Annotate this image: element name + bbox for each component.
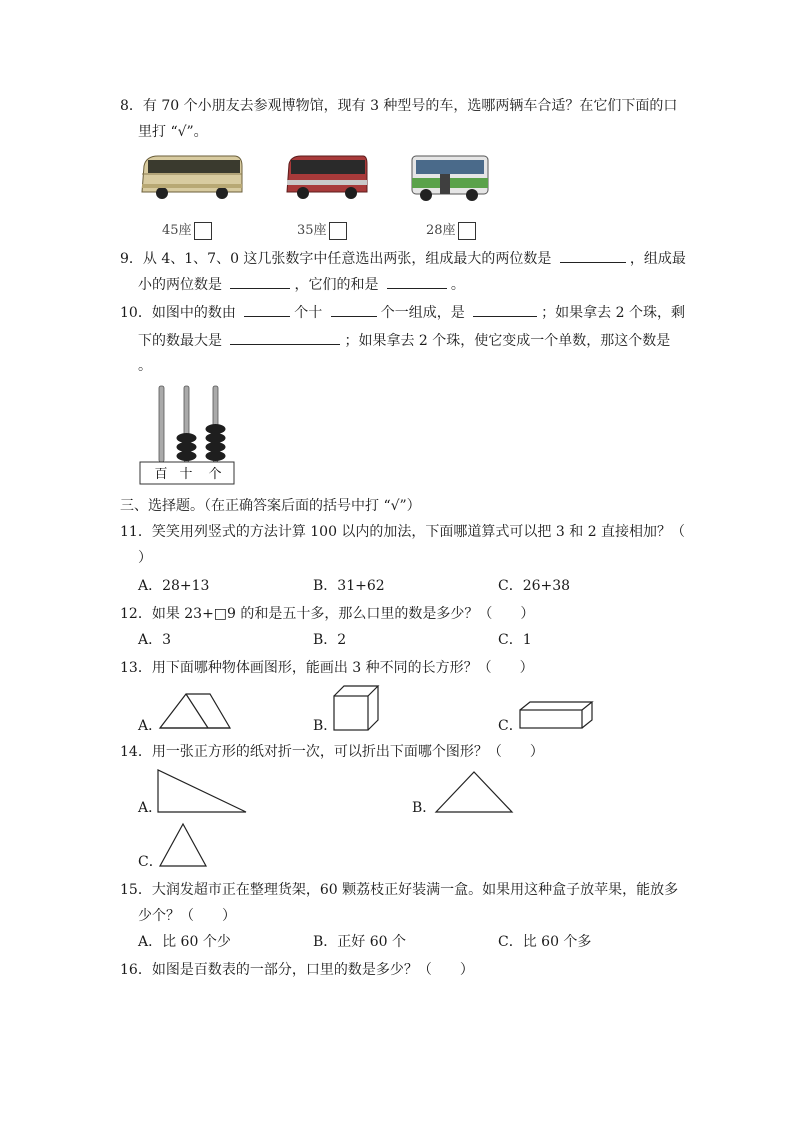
q12-option-b[interactable]: B．2 [313,632,347,648]
abacus-bead-ones [206,424,226,434]
abacus-label-tens: 十 [179,467,193,482]
q15-option-c[interactable]: C．比 60 个多 [498,934,592,950]
q10-text-6: ；如果拿去 2 个珠，使它变成一个单数，那这个数是 [344,333,671,349]
q13-text: 13．用下面哪种物体画图形，能画出 3 种不同的长方形？（ ） [120,660,534,676]
q15-line2: 少个？（ ） [138,908,236,924]
q11-line2: ） [138,550,152,566]
q12-text: 12．如果 23+□9 的和是五十多，那么口里的数是多少？（ ） [120,606,535,622]
q10-line2 [138,330,670,351]
q9-text-2: ，组成最 [629,251,686,267]
q9-line2 [138,274,465,295]
abacus-bead-ones [206,442,226,452]
q8-line2: 里打 “√”。 [138,124,208,140]
q14-text: 14．用一张正方形的纸对折一次，可以折出下面哪个图形？（ ） [120,744,544,760]
bus-45-image [138,152,244,202]
q10-blank-ones[interactable] [331,302,377,317]
bus-28-image [410,152,490,204]
isosceles-right-triangle-icon [434,770,514,814]
q10-text-5: 下的数最大是 [138,333,227,349]
q9-blank-min[interactable] [230,274,290,289]
q12-option-c[interactable]: C．1 [498,632,532,648]
bus-28-label: 28座 [426,223,456,238]
bus-28-option [426,219,476,240]
q10-blank-max[interactable] [230,330,340,345]
bus-45-checkbox[interactable] [194,222,212,240]
q14-option-a[interactable]: A． [138,800,163,816]
q13-option-a[interactable]: A． [138,718,163,734]
q10-text-4: ；如果拿去 2 个珠，剩 [541,305,685,321]
cuboid-icon [518,700,594,730]
bus-35-image [285,152,369,202]
abacus-figure [138,384,238,486]
q9-line1 [120,248,686,269]
q12-option-a[interactable]: A．3 [138,632,172,648]
q11-option-b[interactable]: B．31+62 [313,578,385,594]
bus-28-checkbox[interactable] [458,222,476,240]
q10-text-3: 个一组成，是 [380,305,470,321]
right-triangle-icon [156,768,248,814]
bus-35-checkbox[interactable] [329,222,347,240]
q13-option-c[interactable]: C． [498,718,523,734]
q9-text-4: ，它们的和是 [294,277,383,293]
q8-line1: 8．有 70 个小朋友去参观博物馆，现有 3 种型号的车，选哪两辆车合适？在它们下面的口 [120,98,678,114]
triangular-prism-icon [156,688,234,732]
q9-text-3: 小的两位数是 [138,277,227,293]
q16-text: 16．如图是百数表的一部分，口里的数是多少？（ ） [120,962,474,978]
bus-35-option [297,219,347,240]
abacus-label-ones: 个 [208,467,222,482]
abacus-bead-ones [206,433,226,443]
abacus-bead-tens [177,451,197,461]
q11-option-a[interactable]: A．28+13 [138,578,210,594]
bus-45-option [162,219,212,240]
abacus-label-hundreds: 百 [154,467,168,482]
q15-option-a[interactable]: A．比 60 个少 [138,934,231,950]
equilateral-triangle-icon [158,822,208,868]
q10-blank-tens[interactable] [244,302,290,317]
abacus-bead-ones [206,451,226,461]
q15-option-b[interactable]: B．正好 60 个 [313,934,407,950]
q9-blank-max[interactable] [560,248,626,263]
q10-blank-number[interactable] [473,302,537,317]
q9-blank-sum[interactable] [387,274,447,289]
q10-line3: 。 [138,358,152,374]
bus-35-label: 35座 [297,223,327,238]
q14-option-c[interactable]: C． [138,854,163,870]
abacus-bead-tens [177,433,197,443]
q14-option-b[interactable]: B． [412,800,437,816]
bus-45-label: 45座 [162,223,192,238]
q9-text-5: 。 [450,277,465,293]
section3-heading: 三、选择题。（在正确答案后面的括号中打 “√”） [120,498,421,514]
q11-line1: 11．笑笑用列竖式的方法计算 100 以内的加法，下面哪道算式可以把 3 和 2 直接相加？（ [120,524,686,540]
q10-line1 [120,302,685,323]
cube-icon [332,684,380,732]
q15-line1: 15．大润发超市正在整理货架，60 颗荔枝正好装满一盒。如果用这种盒子放苹果，能放多 [120,882,679,898]
q10-text-2: 个十 [294,305,327,321]
q10-text-1: 10．如图中的数由 [120,305,241,321]
abacus-bead-tens [177,442,197,452]
q9-text-1: 9．从 4、1、7、0 这几张数字中任意选出两张，组成最大的两位数是 [120,251,556,267]
abacus-rod-hundreds [159,386,164,462]
q13-option-b[interactable]: B． [313,718,338,734]
q11-option-c[interactable]: C．26+38 [498,578,571,594]
